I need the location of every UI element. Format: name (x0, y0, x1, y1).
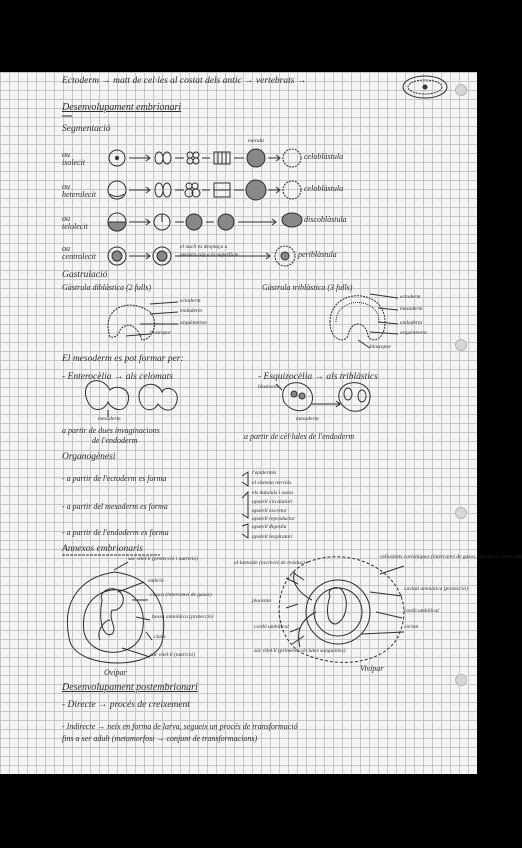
organo-row-3: - a partir de l'endoderm es forma (62, 528, 169, 537)
gast-right-label: ectoderm (400, 294, 421, 300)
vivi-right-label: còrion (404, 624, 419, 630)
postembryonic-title: Desenvolupament postembrionari (62, 682, 198, 693)
entero-note-2: de l'endoderm (92, 436, 138, 445)
indirect-development-2: fins a ser adult (metamorfosi → conjunt de transformacions) (62, 734, 258, 743)
mesoderm-label-right: mesoderm (296, 416, 319, 422)
centro-note-1: el nucli es desplaça a (180, 244, 228, 250)
gast-right-label: endoderm (400, 320, 422, 326)
mesoderm-intro: El mesoderm es pot formar per: (62, 354, 184, 364)
row1-label-2: isolecit (62, 158, 86, 167)
row3-label-2: telolecit (62, 222, 88, 231)
ovi-label: closca (intercanvi de gasos) (150, 592, 212, 598)
segmentation-title: Segmentació (62, 124, 111, 134)
gast-left-label: blastopor (150, 330, 172, 336)
enterocoely-text: - Enterocèlia → als celomats (62, 372, 173, 382)
hand-drawings (0, 72, 477, 774)
schizocoely-drawing (276, 383, 370, 412)
row2-label-2: heterolecit (62, 190, 96, 199)
stamp-drawing (403, 76, 447, 98)
organo-row-2: - a partir del mesoderm es forma (62, 502, 168, 511)
row4-label: ou (62, 244, 70, 253)
gastrulation-title: Gastrulació (62, 270, 108, 280)
heading-embryonic-development: Desenvolupament embrionari (62, 102, 182, 113)
notebook-page (0, 72, 522, 774)
segmentation-row-1 (109, 149, 301, 167)
row4-result: periblàstula (298, 250, 337, 259)
gast-right-label: mesoderm (400, 306, 423, 312)
ovi-label: embrió (148, 578, 164, 584)
annexes-title: Annexos embrionaris (62, 544, 144, 554)
segmentation-row-2 (108, 180, 301, 200)
blastocoel-label: blastocel (258, 384, 278, 390)
esquizo-note: a partir de cèl·lules de l'endoderm (244, 432, 355, 441)
vivi-right-label: cavitat amniòtica (protecció) (404, 586, 468, 592)
line-top: Ectoderm → matt de cel·les al costat dels antic → vertebrats → (62, 76, 307, 86)
ovi-label: bossa amniòtica (protecció) (152, 614, 214, 620)
indirect-development-1: - Indirecte → neix en forma de larva, segueix un procés de transformació (62, 722, 298, 731)
organo-item: aparell excretor (252, 508, 288, 514)
viviparous-label: Vivípar (360, 664, 384, 673)
row1-result: celoblàstula (304, 152, 344, 161)
gast-right-label: arquènteron (400, 330, 427, 336)
gast-left-label: ectoderm (180, 298, 201, 304)
gast-left-label: arquènteron (180, 320, 207, 326)
oviparous-label: Ovípar (104, 668, 127, 677)
vivi-label: sac vitel·lí (primeres cèl·lules sanguínies) (254, 648, 346, 654)
row2-result: celoblàstula (304, 184, 344, 193)
organo-item: els músculs i ossos (252, 490, 294, 496)
vivi-label: cordó umbilical (254, 624, 289, 630)
schizocoely-text: - Esquizocèlia → als triblàstics (258, 372, 378, 382)
organo-row-1: - a partir de l'ectoderm es forma (62, 474, 167, 483)
organogenesis-title: Organogènesi (62, 452, 116, 462)
organo-item: aparell reproductor (252, 516, 296, 522)
organogenesis-braces (242, 472, 248, 538)
vivi-label: al·lantoide (excreció de residus) (234, 560, 305, 566)
entero-note-1: a partir de dues invaginacions (62, 426, 160, 435)
ovi-label: sac vitel·lí (nutrició) (150, 652, 196, 658)
viviparous-drawing (279, 557, 404, 663)
gastrula-triblastic-drawing (330, 294, 398, 348)
organo-item: el sistema nerviós (252, 480, 292, 486)
vivi-label: placenta (252, 598, 271, 604)
organo-item: l'epidermis (252, 470, 277, 476)
segmentation-row-3 (108, 213, 302, 231)
gast-right-label: blastopor (370, 344, 392, 350)
gastrula-diblastic-title: Gàstrula diblàstica (2 fulls) (62, 283, 152, 292)
gastrula-triblastic-title: Gàstrula triblàstica (3 fulls) (262, 283, 353, 292)
ovi-label: clara (154, 634, 166, 640)
row3-result: discoblàstula (304, 215, 347, 224)
gast-left-label: endoderm (180, 308, 202, 314)
direct-development: - Directe → procés de creixement (62, 700, 190, 710)
ovi-label: sac vitel·lí (protecció i nutrició) (128, 556, 198, 562)
row2-label: ou (62, 182, 70, 191)
row3-label: ou (62, 214, 70, 223)
centro-note-2: mesura cap a la superfície (180, 252, 239, 258)
organo-item: aparell digestiu (252, 524, 287, 530)
enterocoely-drawing (85, 381, 177, 417)
row1-label: ou (62, 150, 70, 159)
mesoderm-label-left: mesoderm (98, 416, 121, 422)
organo-item: aparell circulatori (252, 499, 293, 505)
vivi-right-label: cordó umbilical (404, 608, 439, 614)
morula-label: mòrula (248, 138, 264, 144)
vivi-right-label: vellositats coriòniques (intercanvi de gasos, nutrients i excreció) (380, 554, 522, 560)
organo-item: aparell respiratori (252, 534, 293, 540)
row4-label-2: centrolecit (62, 252, 96, 261)
